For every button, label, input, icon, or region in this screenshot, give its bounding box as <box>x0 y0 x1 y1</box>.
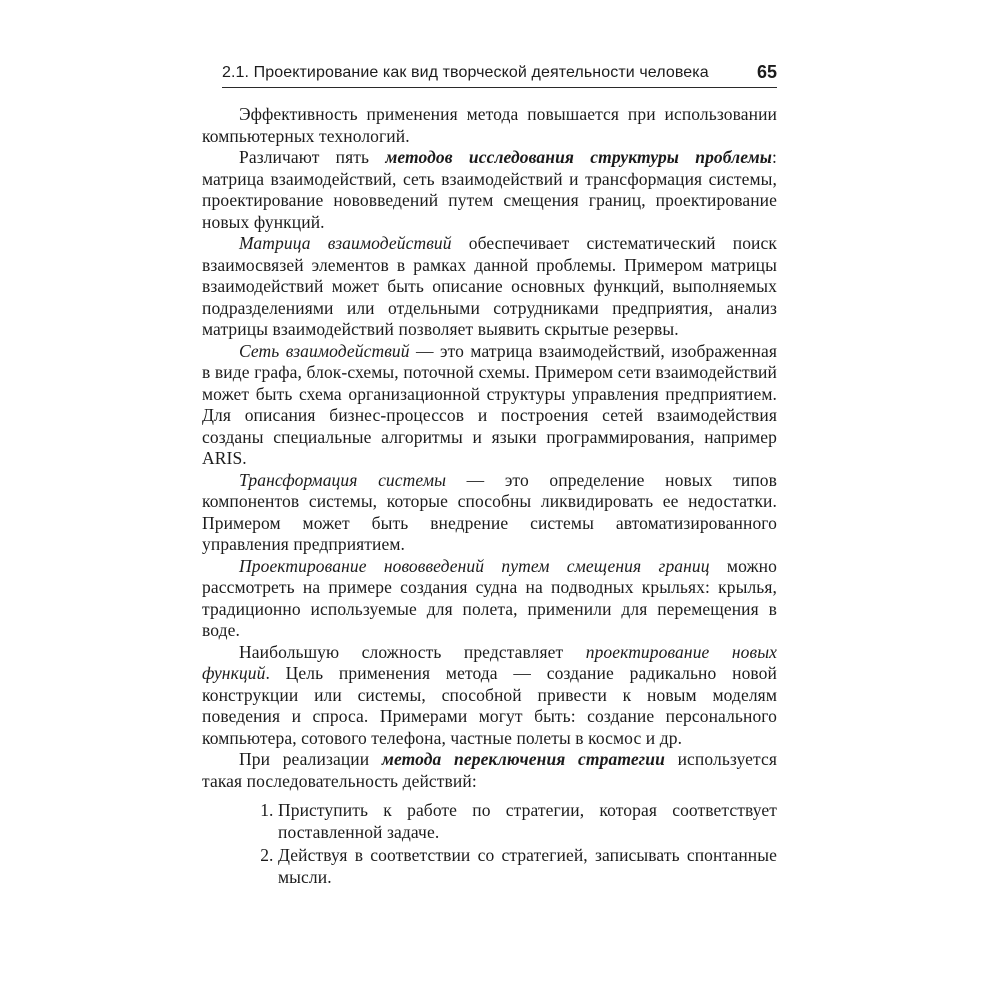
text-segment: Трансформация системы <box>239 469 447 490</box>
page-number: 65 <box>756 62 777 82</box>
list-item: 2. Действуя в соответствии со стратегией, записывать спонтанные мысли. <box>278 845 777 888</box>
paragraph <box>202 104 777 147</box>
text-segment: Проектирование нововведений путем смещения границ <box>239 555 710 576</box>
text-segment: используется такая последовательность действий: <box>202 749 778 791</box>
paragraph <box>202 642 777 750</box>
text-segment: — это матрица взаимодействий, изображенная в виде графа, блок-схемы, поточной схемы. Примером сети взаимодействий может быть схема организационной структуры управления предприятием. Для описания бизнес-процессов и построения сетей взаимодействия созданы специальные алгоритмы и языки программирования, например ARIS. <box>202 340 777 468</box>
paragraph <box>202 556 777 642</box>
text-segment: Различают пять <box>239 147 386 167</box>
text-segment: Сеть взаимодействий <box>239 340 410 361</box>
page-header <box>222 62 777 87</box>
paragraph <box>202 147 777 233</box>
text-block <box>202 104 777 792</box>
text-segment: обеспечивает систематический поиск взаимосвязей элементов в рамках данной проблемы. Примером матрицы взаимодействий может быть описание основных функций, выполняемых подразделениями или отдельными сотрудниками предприятия, анализ матрицы взаимодействий позволяет выявить скрытые резервы. <box>202 233 777 339</box>
text-segment: проектирование новых функций <box>202 641 778 683</box>
text-segment: : матрица взаимодействий, сеть взаимодействий и трансформация системы, проектирование нововведений путем смещения границ, проектирование новых функций. <box>202 147 777 232</box>
numbered-list <box>202 800 777 888</box>
running-title: 2.1. Проектирование как вид творческой деятельности человека <box>222 64 709 81</box>
paragraph <box>202 341 777 470</box>
text-segment: Наибольшую сложность представляет <box>239 641 586 662</box>
text-segment: метода переключения стратегии <box>381 749 665 769</box>
header-rule <box>222 87 777 88</box>
text-segment: Эффективность применения метода повышается при использовании компьютерных технологий. <box>202 104 777 146</box>
paragraph <box>202 470 777 556</box>
page-body <box>202 104 777 890</box>
text-segment: . Цель применения метода — создание радикально новой конструкции или системы, способной привести к новым моделям поведения и спроса. Примерами могут быть: создание персонального компьютера, сотового телефона, частные полеты в космос и др. <box>202 663 777 748</box>
list-item: 1. Приступить к работе по стратегии, которая соответствует поставленной задаче. <box>278 800 777 843</box>
text-segment: — это определение новых типов компонентов системы, которые способны ликвидировать ее недостатки. Примером может быть внедрение системы автоматизированного управления предприятием. <box>202 469 777 554</box>
text-segment: методов исследования структуры проблемы <box>385 147 773 167</box>
text-segment: При реализации <box>239 749 382 769</box>
paragraph <box>202 233 777 341</box>
text-segment: Матрица взаимодействий <box>239 233 452 253</box>
paragraph <box>202 749 777 792</box>
text-segment: можно рассмотреть на примере создания судна на подводных крыльях: крылья, традиционно используемые для полета, применили для перемещения в воде. <box>202 555 777 640</box>
